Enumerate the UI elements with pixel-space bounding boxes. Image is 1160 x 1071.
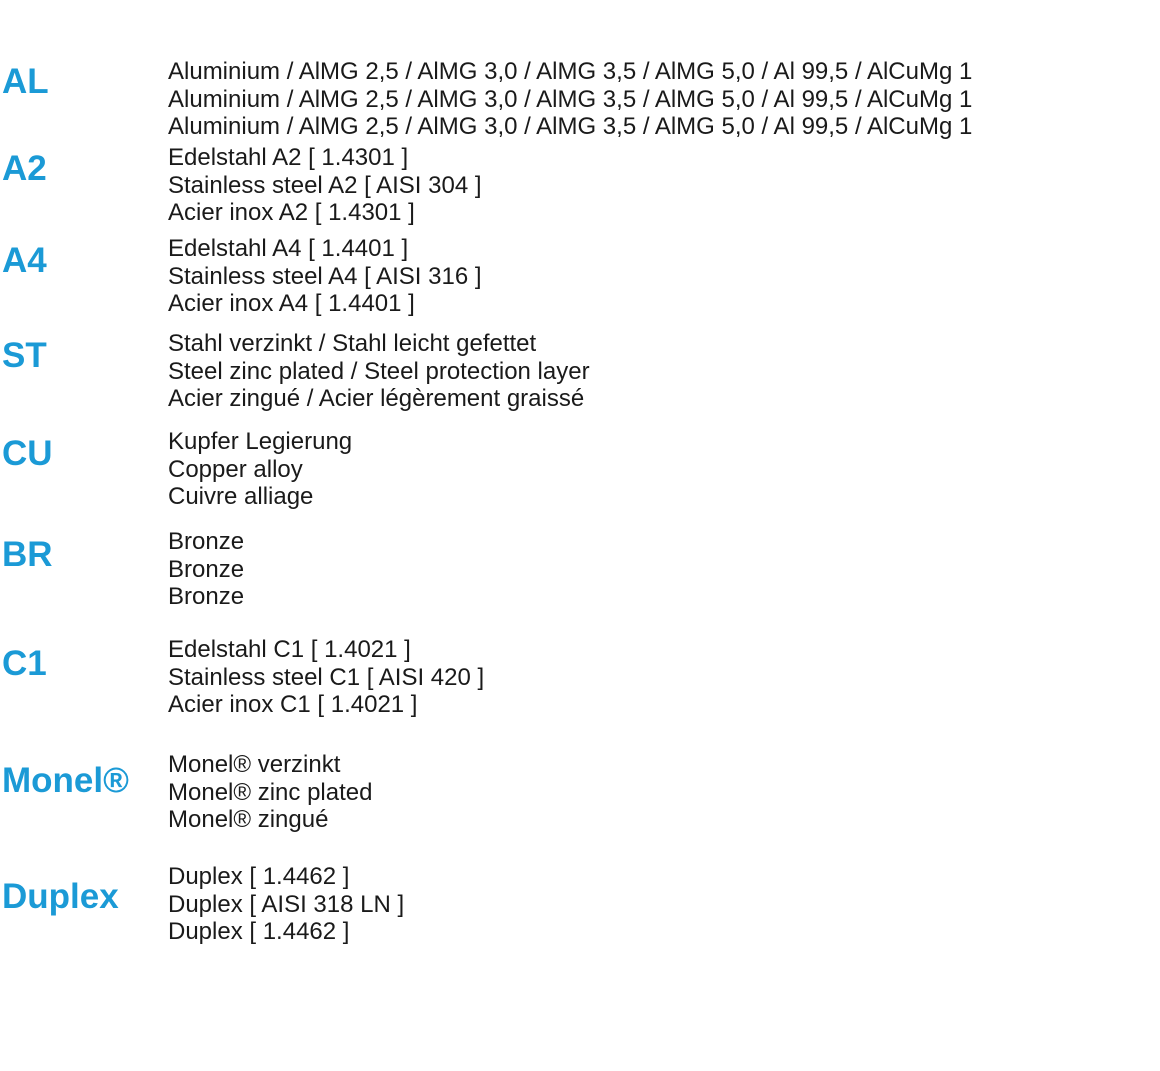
material-code-cell [0, 404, 168, 502]
material-code: AL [2, 61, 49, 101]
table-row [0, 502, 1160, 610]
material-description-de: Stahl verzinkt / Stahl leicht gefettet [168, 330, 537, 357]
material-code: Monel® [2, 760, 129, 800]
material-description-de: Monel® verzinkt [168, 751, 341, 778]
material-description-en: Steel zinc plated / Steel protection layer [168, 357, 590, 385]
material-description-fr: Acier inox A2 [ 1.4301 ] [168, 199, 415, 226]
material-legend-table [0, 40, 1160, 951]
material-code-cell [0, 122, 168, 214]
material-description-de: Kupfer Legierung [168, 428, 353, 455]
material-description-en: Stainless steel A4 [ AISI 316 ] [168, 262, 482, 290]
table-row [0, 306, 1160, 412]
material-description-cell [168, 719, 1160, 834]
material-description-fr: Cuivre alliage [168, 483, 314, 510]
material-description-cell [168, 502, 1160, 611]
material-description-cell [168, 404, 1160, 511]
material-code-cell [0, 719, 168, 841]
material-description-en: Copper alloy [168, 455, 303, 483]
material-code: C1 [2, 643, 47, 683]
table-row [0, 719, 1160, 841]
material-description-cell [168, 214, 1160, 318]
material-description-en: Monel® zinc plated [168, 778, 373, 806]
material-code: ST [2, 335, 47, 375]
material-description-cell [168, 607, 1160, 719]
material-code: BR [2, 535, 53, 574]
material-description-fr: Acier inox C1 [ 1.4021 ] [168, 691, 418, 718]
material-description-en: Bronze [168, 555, 245, 583]
material-code-cell [0, 502, 168, 607]
material-code-cell [0, 607, 168, 719]
material-description-fr: Duplex [ 1.4462 ] [168, 918, 350, 945]
material-description-de: Aluminium / AlMG 2,5 / AlMG 3,0 / AlMG 3,5 / AlMG 5,0 / Al 99,5 / AlCuMg 1 [168, 58, 973, 85]
material-code: A4 [2, 240, 47, 280]
material-description-cell [168, 306, 1160, 413]
material-code-cell [0, 40, 168, 122]
material-description-de: Edelstahl A4 [ 1.4401 ] [168, 235, 409, 262]
material-description-en: Stainless steel C1 [ AISI 420 ] [168, 663, 485, 691]
table-row [0, 404, 1160, 510]
material-description-en: Stainless steel A2 [ AISI 304 ] [168, 171, 482, 199]
material-code: CU [2, 433, 53, 473]
material-description-en: Duplex [ AISI 318 LN ] [168, 890, 405, 918]
material-code: A2 [2, 148, 47, 188]
material-code-cell [0, 306, 168, 404]
material-description-de: Edelstahl A2 [ 1.4301 ] [168, 144, 409, 171]
material-code-cell [0, 841, 168, 951]
material-code: Duplex [2, 876, 119, 916]
material-description-de: Bronze [168, 528, 245, 555]
material-description-de: Edelstahl C1 [ 1.4021 ] [168, 636, 411, 663]
material-description-fr: Acier inox A4 [ 1.4401 ] [168, 290, 415, 317]
material-description-cell [168, 122, 1160, 227]
material-description-de: Duplex [ 1.4462 ] [168, 863, 350, 890]
table-row [0, 214, 1160, 317]
material-description-en: Aluminium / AlMG 2,5 / AlMG 3,0 / AlMG 3,5 / AlMG 5,0 / Al 99,5 / AlCuMg 1 [168, 85, 973, 113]
table-row [0, 841, 1160, 951]
material-description-cell [168, 841, 1160, 946]
material-code-cell [0, 214, 168, 306]
material-description-fr: Acier zingué / Acier légèrement graissé [168, 385, 585, 412]
table-row [0, 607, 1160, 719]
material-description-fr: Aluminium / AlMG 2,5 / AlMG 3,0 / AlMG 3,5 / AlMG 5,0 / Al 99,5 / AlCuMg 1 [168, 113, 973, 140]
material-description-fr: Monel® zingué [168, 806, 329, 833]
table-row [0, 122, 1160, 226]
table-row [0, 40, 1160, 140]
material-description-fr: Bronze [168, 583, 245, 610]
